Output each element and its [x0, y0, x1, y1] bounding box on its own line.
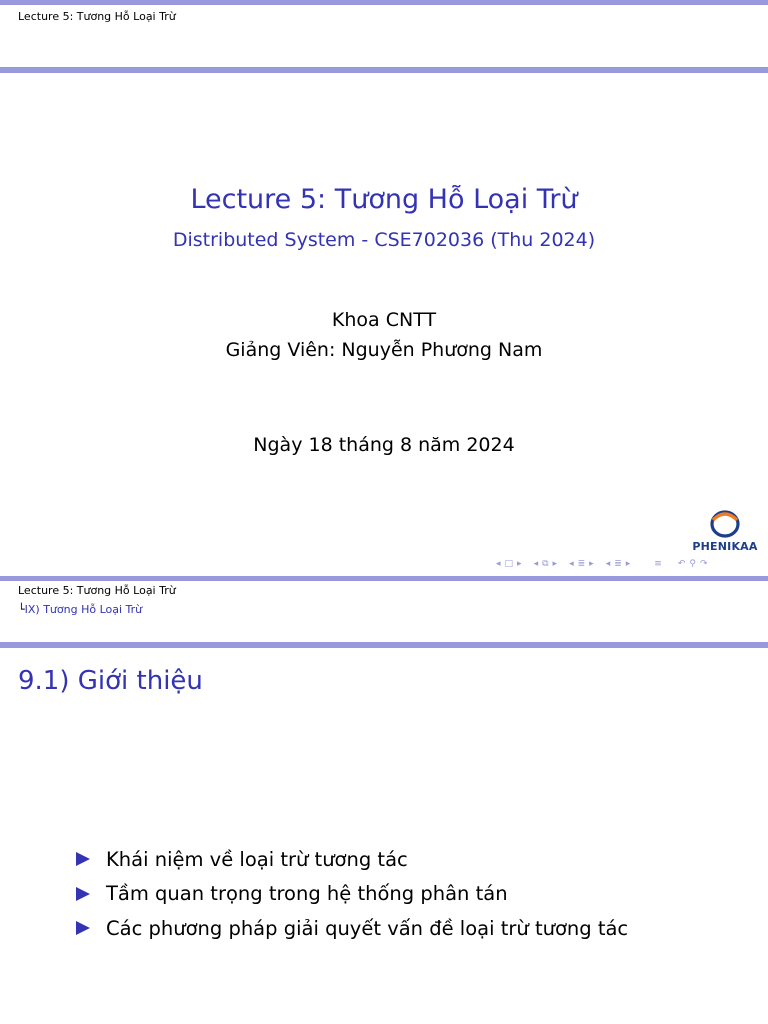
lecturer: Giảng Viên: Nguyễn Phương Nam — [225, 339, 543, 361]
arrow-left-icon[interactable]: ◂ — [496, 559, 501, 569]
tree-branch-icon: └ — [18, 603, 25, 616]
arrow-left-icon[interactable]: ◂ — [533, 559, 539, 569]
arrow-right-icon[interactable]: ▸ — [625, 559, 631, 569]
presentation-title: Lecture 5: Tương Hỗ Loại Trừ — [190, 184, 578, 215]
logo-text: PHENIKAA — [692, 540, 758, 553]
presentation-subtitle: Distributed System - CSE702036 (Thu 2024) — [172, 229, 596, 251]
content-slide — [0, 576, 768, 1024]
undo-icon[interactable]: ↶ — [677, 559, 686, 569]
institute: Khoa CNTT — [331, 309, 437, 331]
bullet-text: Các phương pháp giải quyết vấn đề loại trừ tương tác — [106, 916, 629, 940]
list-item — [76, 842, 628, 877]
logo-ring-icon — [686, 508, 764, 542]
frame-title: 9.1) Giới thiệu — [18, 666, 203, 696]
arrow-right-icon[interactable]: ▸ — [517, 559, 522, 569]
header-bar — [0, 642, 768, 648]
top-bar — [0, 0, 768, 5]
redo-icon[interactable]: ↷ — [699, 559, 708, 569]
frame-icon[interactable]: □ — [504, 559, 514, 569]
date: Ngày 18 tháng 8 năm 2024 — [253, 434, 515, 456]
list-item — [76, 911, 628, 946]
section-icon[interactable]: ≣ — [614, 559, 622, 569]
phenikaa-logo — [686, 508, 764, 556]
arrow-left-icon[interactable]: ◂ — [569, 559, 574, 569]
header-bar — [0, 67, 768, 73]
bullet-text: Khái niệm về loại trừ tương tác — [106, 847, 408, 871]
bullet-triangle-icon — [76, 921, 90, 935]
bullet-triangle-icon — [76, 887, 90, 901]
section-icon[interactable]: ≣ — [577, 559, 586, 569]
running-title: Lecture 5: Tương Hỗ Loại Trừ — [18, 584, 176, 597]
search-icon[interactable]: ⚲ — [689, 559, 696, 569]
beamer-navigation — [496, 557, 762, 571]
list-item — [76, 877, 628, 912]
subsection-icon[interactable]: ⧉ — [542, 559, 549, 569]
bullet-list — [76, 842, 628, 946]
section-label[interactable]: IX) Tương Hỗ Loại Trừ — [24, 603, 143, 616]
arrow-left-icon[interactable]: ◂ — [605, 559, 611, 569]
align-icon[interactable]: ≡ — [654, 559, 662, 569]
arrow-right-icon[interactable]: ▸ — [552, 559, 558, 569]
bullet-text: Tầm quan trọng trong hệ thống phân tán — [106, 882, 508, 906]
top-bar — [0, 576, 768, 581]
running-title: Lecture 5: Tương Hỗ Loại Trừ — [18, 10, 176, 23]
bullet-triangle-icon — [76, 852, 90, 866]
arrow-right-icon[interactable]: ▸ — [589, 559, 594, 569]
section-breadcrumb — [18, 603, 142, 616]
